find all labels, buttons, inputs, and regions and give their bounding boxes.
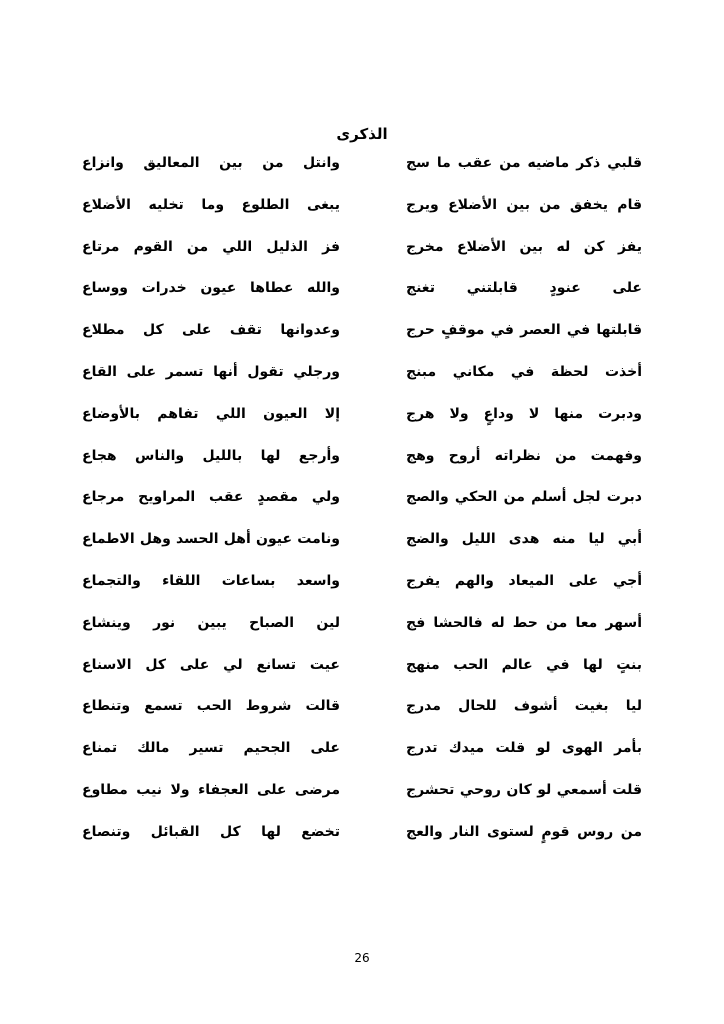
verse-line [0,653,724,695]
verse-line [0,611,724,653]
verse-second-hemistich: إلا العيون اللي تفاهم بالأوضاع [82,405,340,422]
verse-first-hemistich: ودبرت منها لا وداعٍ ولا هرج [406,405,642,422]
verse-line [0,402,724,444]
verse-first-hemistich: بأمر الهوى لو قلت ميدك تدرج [406,740,642,757]
verse-line [0,820,724,862]
poem-title: الذكرى [336,125,388,143]
verse-line [0,235,724,277]
verse-line [0,360,724,402]
verse-first-hemistich: أخذت لحظة في مكاني مبنج [406,363,642,380]
verse-first-hemistich: أسهر معا من حط له فالحشا فج [406,614,642,631]
verse-first-hemistich: قلبي ذكر ماضيه من عقب ما سج [406,155,642,171]
verse-second-hemistich: مرضى على العجفاء ولا نيب مطاوع [82,781,340,798]
verse-first-hemistich: على عنودٍ قابلتني تغنج [406,280,642,297]
verse-second-hemistich: والله عطاها عيون خدرات ووساع [82,280,340,297]
verse-line [0,276,724,318]
verse-first-hemistich: من روس قومٍ لستوى النار والعج [406,823,642,840]
verse-second-hemistich: ورجلي تقول أنها تسمر على القاع [82,363,340,380]
verse-line [0,569,724,611]
verse-second-hemistich: تخضع لها كل القبائل وتنصاع [82,823,340,840]
verse-first-hemistich: وفهمت من نظراته أروح وهج [406,447,642,464]
verse-line [0,778,724,820]
verse-first-hemistich: يفز كن له بين الأضلاع مخرج [406,238,642,255]
verse-second-hemistich: لين الصباح يبين نور وينشاع [82,614,340,631]
verse-first-hemistich: دبرت لجل أسلم من الحكي والصج [406,489,642,506]
verse-first-hemistich: بنتٍ لها في عالم الحب منهج [406,656,642,673]
verse-second-hemistich: ونامت عيون أهل الحسد وهل الاطماع [82,531,340,548]
verse-first-hemistich: قام يخفق من بين الأضلاع ويرج [406,196,642,213]
page-number: 26 [354,951,370,965]
verse-second-hemistich: وعدوانها تقف على كل مطلاع [82,322,340,339]
verse-second-hemistich: يبغى الطلوع وما تخليه الأضلاع [82,196,340,213]
verse-line [0,151,724,193]
verse-first-hemistich: قلت أسمعي لو كان روحي تحشرج [406,781,642,798]
verse-second-hemistich: ولي مقصدٍ عقب المراويح مرجاع [82,489,340,506]
verse-line [0,318,724,360]
verse-first-hemistich: أجي على الميعاد والهم يفرج [406,572,642,589]
verse-line [0,193,724,235]
verse-second-hemistich: قالت شروط الحب تسمع وتنطاع [82,698,340,715]
verse-second-hemistich: عيت تسانع لي على كل الاسناع [82,656,340,673]
verse-second-hemistich: واسعد بساعات اللقاء والتجماع [82,572,340,589]
verse-second-hemistich: وانتل من بين المعاليق وانزاع [82,155,340,171]
verse-second-hemistich: وأرجع لها بالليل والناس هجاع [82,447,340,464]
verse-line [0,485,724,527]
verse-line [0,736,724,778]
poem-body [0,151,724,862]
verse-second-hemistich: على الجحيم تسير مالك تمناع [82,740,340,757]
verse-first-hemistich: قابلتها في العصر في موقفٍ حرج [406,322,642,339]
verse-second-hemistich: فز الذليل اللي من القوم مرتاع [82,238,340,255]
verse-line [0,444,724,486]
verse-line [0,527,724,569]
verse-line [0,694,724,736]
verse-first-hemistich: ليا بغيت أشوف للحال مدرج [406,698,642,715]
verse-first-hemistich: أبي ليا منه هدى الليل والضج [406,531,642,548]
